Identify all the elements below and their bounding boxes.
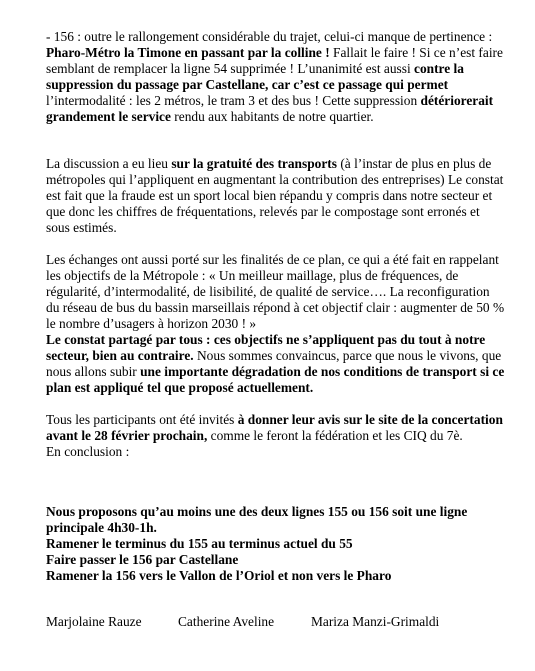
proposals-list bbox=[46, 504, 506, 584]
p1-text-3: l’intermodalité : les 2 métros, le tram 3 et des bus ! Cette suppression bbox=[46, 93, 421, 108]
proposal-1-text: Nous proposons qu’au moins une des deux lignes 155 ou 156 soit une ligne principale 4h30-1h. bbox=[46, 504, 468, 535]
p3-bold-2: une importante dégradation de nos conditions de transport si ce plan est appliqué tel que proposé actuellement. bbox=[46, 364, 505, 395]
p2-bold-1: sur la gratuité des transports bbox=[171, 156, 337, 171]
p4-text-1: Tous les participants ont été invités bbox=[46, 412, 238, 427]
p3-quote: Les échanges ont aussi porté sur les finalités de ce plan, ce qui a été fait en rappelant les objectifs de la Métropole : « Un meilleur maillage, plus de fréquences, de régularité, d’intermodalité, de lisibilité, de qualité de service…. La reconfiguration du réseau de bus du bassin marseillais répond à cet objectif clair : augmenter de 50 % le nombre d’usagers à horizon 2030 ! » bbox=[46, 252, 505, 331]
proposal-item bbox=[46, 568, 506, 584]
p4-text-2: comme le feront la fédération et les CIQ du 7è. bbox=[207, 428, 463, 443]
p1-bold-1: Pharo-Métro la Timone en passant par la colline ! bbox=[46, 45, 330, 60]
proposal-2-text: Ramener le terminus du 155 au terminus actuel du 55 bbox=[46, 536, 353, 551]
p3-constat bbox=[46, 332, 506, 396]
p1-bold-2: contre la suppression du passage par Castellane, car c’est ce passage qui permet bbox=[46, 61, 464, 92]
proposal-4-text: Ramener la 156 vers le Vallon de l’Oriol et non vers le Pharo bbox=[46, 568, 392, 583]
p4-bold-1: à donner leur avis sur le site de la concertation avant le 28 février prochain, bbox=[46, 412, 503, 443]
p1-text-4: rendu aux habitants de notre quartier. bbox=[170, 109, 374, 124]
p1-text-2: Fallait le faire ! Si ce n’est faire semblant de remplacer la ligne 54 supprimée ! L’unanimité est aussi bbox=[46, 45, 503, 76]
signature-name: Catherine Aveline bbox=[178, 614, 275, 629]
proposal-item bbox=[46, 552, 506, 568]
p3-bold-1: Le constat partagé par tous : ces objectifs ne s’appliquent pas du tout à notre secteur, bien au contraire. bbox=[46, 332, 486, 363]
conclusion-heading: En conclusion : bbox=[46, 444, 130, 459]
paragraph-finalites bbox=[46, 252, 506, 396]
proposal-3-text: Faire passer le 156 par Castellane bbox=[46, 552, 239, 567]
paragraph-line-156 bbox=[46, 29, 506, 125]
p2-text-1: La discussion a eu lieu bbox=[46, 156, 172, 171]
p2-text-2: (à l’instar de plus en plus de métropoles qui l’appliquent en augmentant la contribution des entreprises) Le constat est fait que la fraude est un sport local bien répandu y compris dans notre secteur et que donc les chiffres de fréquentations, relevés par le compostage sont erronés et sous estimés. bbox=[46, 156, 504, 235]
proposal-item bbox=[46, 536, 506, 552]
p1-text-1: - 156 : outre le rallongement considérable du trajet, celui-ci manque de pertinence : bbox=[46, 29, 493, 44]
signature-name: Marjolaine Rauze bbox=[46, 614, 142, 629]
proposal-item bbox=[46, 504, 506, 536]
p1-bold-3: détériorerait grandement le service bbox=[46, 93, 494, 124]
signature-name: Mariza Manzi-Grimaldi bbox=[311, 614, 440, 629]
paragraph-concertation bbox=[46, 412, 506, 444]
paragraph-gratuite bbox=[46, 156, 506, 236]
p3-text-2: Nous sommes convaincus, parce que nous le vivons, que nous allons subir bbox=[46, 348, 502, 379]
